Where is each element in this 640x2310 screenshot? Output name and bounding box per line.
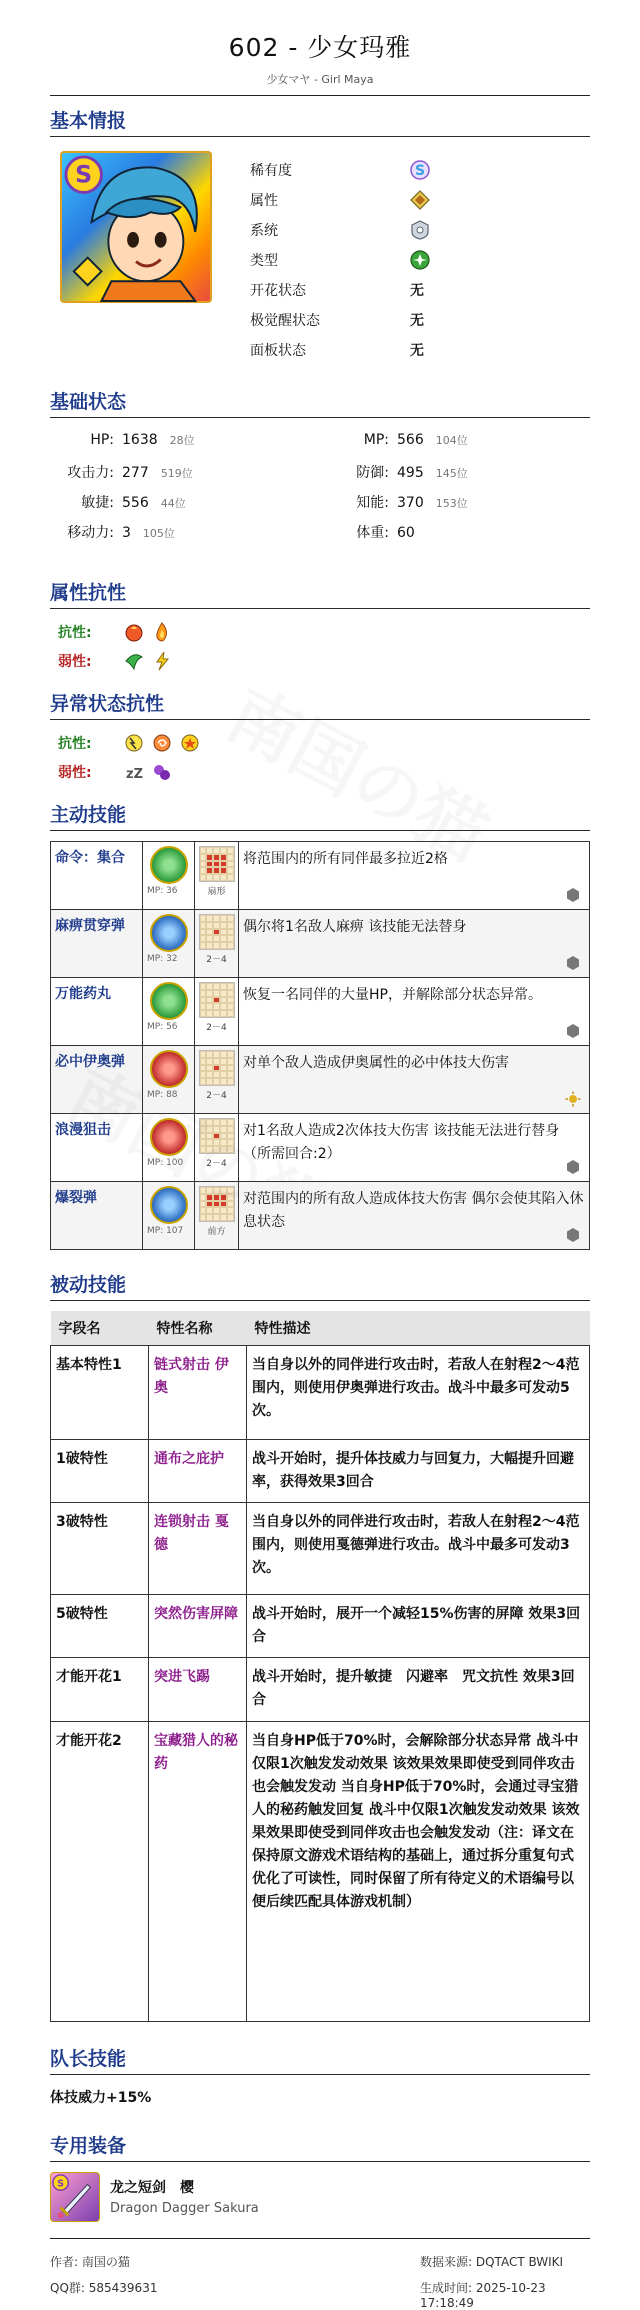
skill-orb-icon [150, 1050, 188, 1088]
flame-icon [152, 622, 172, 642]
rarity-s-icon [410, 160, 430, 180]
skill-mp: MP: 100 [147, 1158, 184, 1168]
stat-label: 移动力: [67, 525, 114, 541]
passive-row [51, 1721, 590, 2021]
dagger-art [51, 2173, 99, 2221]
range-label: 2－4 [206, 955, 227, 965]
passive-name: 宝藏猎人的秘药 [149, 1721, 247, 2021]
range-label: 扇形 [207, 887, 226, 897]
section-element-resist: 属性抗性 [50, 568, 590, 609]
skill-desc [239, 842, 590, 910]
info-row-system [250, 215, 500, 245]
skill-orb-icon [150, 982, 188, 1020]
equipment-item[interactable] [50, 2172, 590, 2222]
status-good-row [58, 728, 590, 757]
skill-mp: MP: 88 [147, 1090, 178, 1100]
resist-good-label: 抗性: [58, 624, 92, 641]
skill-range-cell [195, 842, 239, 910]
paralysis-icon [124, 733, 144, 753]
range-grid-icon [199, 914, 235, 950]
element-icon [410, 190, 430, 210]
status-good-label: 抗性: [58, 735, 92, 752]
stat-value: 60 [397, 525, 415, 541]
passive-desc: 战斗开始时，提升敏捷 闪避率 咒文抗性 效果3回合 [247, 1658, 590, 1721]
stat-rank: 145位 [435, 467, 468, 480]
skill-mp: MP: 56 [147, 1022, 178, 1032]
info-value: 无 [410, 283, 424, 299]
svg-text:S: S [414, 163, 426, 179]
skill-orb-icon [150, 846, 188, 884]
stat-value: 566 [397, 432, 424, 448]
stat-mp [345, 432, 468, 448]
hex-icon [565, 955, 581, 971]
stat-value: 1638 [122, 432, 158, 448]
confusion-icon [152, 733, 172, 753]
stat-def [345, 462, 468, 482]
info-row-panel [250, 335, 500, 365]
fire-orb-icon [124, 622, 144, 642]
equipment-text [110, 2177, 259, 2216]
skill-icon-cell [143, 842, 195, 910]
skill-icon-cell [143, 1182, 195, 1250]
passive-desc: 当自身以外的同伴进行攻击时，若敌人在射程2～4范围内，则使用戛德弹进行攻击。战斗中最多可发动3次。 [247, 1503, 590, 1595]
wind-icon [124, 651, 144, 671]
footer [50, 2239, 590, 2309]
passive-desc: 战斗开始时，展开一个减轻15%伤害的屏障 效果3回合 [247, 1595, 590, 1658]
dagger-icon [50, 2172, 100, 2222]
stat-label: HP: [90, 432, 114, 448]
resist-good-row [58, 617, 590, 646]
info-value: 无 [410, 313, 424, 329]
charm-icon [180, 733, 200, 753]
passive-name: 突然伤害屏障 [149, 1595, 247, 1658]
resist-bad-row [58, 646, 590, 675]
skill-orb-icon [150, 1186, 188, 1224]
stat-label: 体重: [356, 525, 389, 541]
section-stats: 基础状态 [50, 377, 590, 418]
passive-name: 连锁射击 戛德 [149, 1503, 247, 1595]
section-equipment: 专用装备 [50, 2121, 590, 2162]
stat-value: 3 [122, 525, 131, 541]
resist-bad-label: 弱性: [58, 653, 92, 670]
skill-range-cell [195, 1114, 239, 1182]
stats-grid [50, 418, 590, 568]
passive-header-row [51, 1311, 590, 1346]
info-key: 极觉醒状态 [250, 313, 320, 329]
page-subtitle: 少女マヤ - Girl Maya [266, 73, 374, 86]
stat-rank: 44位 [160, 497, 186, 510]
equipment-name-cn: 龙之短剑 樱 [110, 2180, 194, 2197]
passive-field: 才能开花1 [51, 1658, 149, 1721]
skill-row [51, 1046, 590, 1114]
passive-col-desc: 特性描述 [247, 1311, 590, 1346]
stat-rank: 105位 [142, 527, 175, 540]
stat-rank: 28位 [169, 434, 195, 447]
stat-label: 防御: [356, 465, 389, 481]
passive-field: 3破特性 [51, 1503, 149, 1595]
skill-name: 万能药丸 [51, 978, 143, 1046]
character-portrait [60, 151, 212, 303]
skill-name: 命令：集合 [51, 842, 143, 910]
skill-icon-cell [143, 1114, 195, 1182]
skill-name: 爆裂弹 [51, 1182, 143, 1250]
info-row-bloom [250, 275, 500, 305]
skill-orb-icon [150, 914, 188, 952]
info-row-rarity [250, 155, 500, 185]
section-basic-info: 基本情报 [50, 96, 590, 137]
footer-source: 数据来源: DQTACT BWIKI [420, 2254, 564, 2269]
page-title: 602 - 少女玛雅 [228, 33, 412, 62]
skill-name: 浪漫狙击 [51, 1114, 143, 1182]
range-label: 前方 [207, 1227, 226, 1237]
passive-desc: 战斗开始时，提升体技威力与回复力，大幅提升回避率，获得效果3回合 [247, 1440, 590, 1503]
lightning-icon [152, 651, 172, 671]
skill-name: 必中伊奥弹 [51, 1046, 143, 1114]
range-label: 2－4 [206, 1023, 227, 1033]
passive-col-field: 字段名 [51, 1311, 149, 1346]
passive-row [51, 1503, 590, 1595]
skill-desc-text: 将范围内的所有同伴最多拉近2格 [243, 851, 448, 867]
passive-field: 5破特性 [51, 1595, 149, 1658]
stat-value: 370 [397, 495, 424, 511]
skill-desc [239, 910, 590, 978]
status-bad-row [58, 757, 590, 786]
passive-name: 突进飞踢 [149, 1658, 247, 1721]
skill-range-cell [195, 1182, 239, 1250]
passive-col-name: 特性名称 [149, 1311, 247, 1346]
info-key: 面板状态 [250, 343, 306, 359]
footer-author: 作者: 南国の猫 [50, 2254, 130, 2269]
hex-icon [565, 887, 581, 903]
poison-icon [152, 762, 172, 782]
stat-label: MP: [363, 432, 389, 448]
skill-mp: MP: 107 [147, 1226, 184, 1236]
skill-icon-cell [143, 910, 195, 978]
skill-icon-cell [143, 978, 195, 1046]
system-icon [410, 220, 430, 240]
skill-mp: MP: 36 [147, 886, 178, 896]
element-resist [50, 609, 590, 679]
range-grid-icon [199, 1118, 235, 1154]
stat-rank: 519位 [160, 467, 193, 480]
hex-icon [565, 1159, 581, 1175]
stat-atk [50, 462, 193, 482]
basic-info [50, 137, 590, 377]
stat-label: 知能: [356, 495, 389, 511]
status-bad-label: 弱性: [58, 764, 92, 781]
info-row-type [250, 245, 500, 275]
status-resist [50, 720, 590, 790]
skill-name: 麻痹贯穿弹 [51, 910, 143, 978]
skill-row [51, 978, 590, 1046]
passive-desc: 当自身HP低于70%时，会解除部分状态异常 战斗中仅限1次触发发动效果 该效果效果即使受到同伴攻击也会触发发动 当自身HP低于70%时，会通过寻宝猎人的秘药触发回复 战斗中仅限1次触发发动效果 该效果效果即使受到同伴攻击也会触发发动（注：译文在保持原文游戏术语结构的基础上，通过拆分重复句式优化了可读性，同时保留了所有待定义的术语编号以便后续匹配具体游戏机制） [247, 1721, 590, 2021]
stat-label: 攻击力: [67, 465, 114, 481]
range-grid-icon [199, 846, 235, 882]
range-grid-icon [199, 982, 235, 1018]
stat-int [345, 492, 468, 512]
skill-desc-text: 偶尔将1名敌人麻痹 该技能无法替身 [243, 919, 467, 935]
section-status-resist: 异常状态抗性 [50, 679, 590, 720]
passive-field: 才能开花2 [51, 1721, 149, 2021]
passive-name: 通布之庇护 [149, 1440, 247, 1503]
skill-desc-text: 对范围内的所有敌人造成体技大伤害 偶尔会使其陷入休息状态 [243, 1191, 584, 1231]
info-key: 类型 [250, 253, 278, 269]
passive-name: 链式射击 伊奥 [149, 1346, 247, 1440]
skill-row [51, 842, 590, 910]
skill-desc-text: 对1名敌人造成2次体技大伤害 该技能无法进行替身（所需回合:2） [243, 1123, 560, 1163]
sun-icon [565, 1091, 581, 1107]
stat-agi [50, 492, 186, 512]
stat-rank: 153位 [435, 497, 468, 510]
info-value: 无 [410, 343, 424, 359]
passive-desc: 当自身以外的同伴进行攻击时，若敌人在射程2～4范围内，则使用伊奥弹进行攻击。战斗中最多可发动5次。 [247, 1346, 590, 1440]
svg-text:S: S [75, 160, 93, 189]
skill-row [51, 1182, 590, 1250]
skill-mp: MP: 32 [147, 954, 178, 964]
passive-row [51, 1440, 590, 1503]
stat-rank: 104位 [435, 434, 468, 447]
range-label: 2－4 [206, 1091, 227, 1101]
hex-icon [565, 1023, 581, 1039]
info-key: 系统 [250, 223, 278, 239]
sleep-icon [124, 762, 144, 782]
skill-orb-icon [150, 1118, 188, 1156]
skill-desc [239, 1046, 590, 1114]
active-skills-table [50, 841, 590, 1250]
skill-range-cell [195, 910, 239, 978]
footer-time: 生成时间: 2025-10-23 17:18:49 [420, 2280, 546, 2310]
info-row-element [250, 185, 500, 215]
skill-desc [239, 978, 590, 1046]
skill-desc [239, 1114, 590, 1182]
skill-desc [239, 1182, 590, 1250]
section-leader-skill: 队长技能 [50, 2034, 590, 2075]
hex-icon [565, 1227, 581, 1243]
info-row-awaken [250, 305, 500, 335]
stat-label: 敏捷: [81, 495, 114, 511]
passive-row [51, 1595, 590, 1658]
passive-skills-table [50, 1311, 590, 2022]
stat-hp [50, 432, 195, 448]
skill-desc-text: 对单个敌人造成伊奥属性的必中体技大伤害 [243, 1055, 509, 1071]
footer-qq: QQ群: 585439631 [50, 2280, 158, 2295]
section-active-skills: 主动技能 [50, 790, 590, 831]
skill-range-cell [195, 1046, 239, 1114]
range-grid-icon [199, 1050, 235, 1086]
info-grid [250, 155, 500, 365]
stat-mov [50, 522, 175, 542]
type-icon [410, 250, 430, 270]
equipment-name-en: Dragon Dagger Sakura [110, 2201, 259, 2217]
info-key: 稀有度 [250, 163, 292, 179]
range-label: 2－4 [206, 1159, 227, 1169]
stat-value: 277 [122, 465, 149, 481]
character-portrait-art [62, 153, 210, 301]
skill-icon-cell [143, 1046, 195, 1114]
passive-field: 1破特性 [51, 1440, 149, 1503]
info-key: 开花状态 [250, 283, 306, 299]
svg-text:zZ: zZ [126, 766, 143, 782]
passive-row [51, 1658, 590, 1721]
stat-value: 495 [397, 465, 424, 481]
skill-row [51, 910, 590, 978]
section-passive-skills: 被动技能 [50, 1260, 590, 1301]
info-key: 属性 [250, 193, 278, 209]
leader-skill: 体技威力+15% [50, 2089, 152, 2106]
passive-field: 基本特性1 [51, 1346, 149, 1440]
stat-weight [345, 522, 415, 542]
skill-desc-text: 恢复一名同伴的大量HP，并解除部分状态异常。 [243, 987, 542, 1003]
skill-range-cell [195, 978, 239, 1046]
svg-text:S: S [57, 2178, 65, 2190]
skill-row [51, 1114, 590, 1182]
range-grid-icon [199, 1186, 235, 1222]
stat-value: 556 [122, 495, 149, 511]
passive-row [51, 1346, 590, 1440]
